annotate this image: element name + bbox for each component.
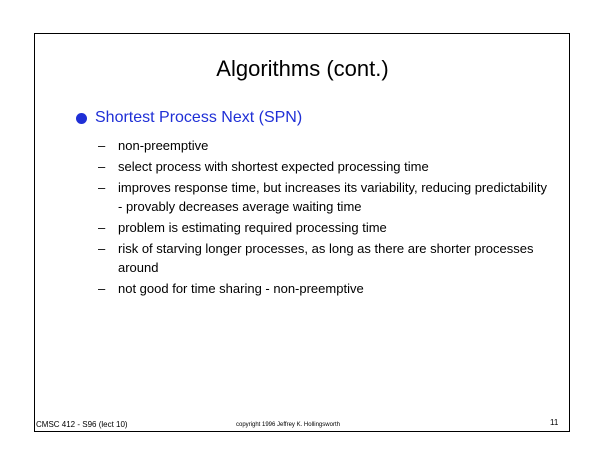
sub-bullet-item xyxy=(98,239,548,277)
sub-bullet-item xyxy=(98,136,548,155)
sub-bullet-item xyxy=(98,279,548,298)
sub-bullet-item xyxy=(98,157,548,176)
dash-icon: – xyxy=(98,159,106,174)
sub-bullet-text: non-preemptive xyxy=(118,138,209,153)
sub-bullet-text: select process with shortest expected processing time xyxy=(118,159,429,174)
footer-copyright: copyright 1996 Jeffrey K. Hollingsworth xyxy=(236,422,340,428)
sub-bullet-text: not good for time sharing - non-preemptive xyxy=(118,281,364,296)
sub-bullet-text: risk of starving longer processes, as long as there are shorter processes around xyxy=(118,241,534,275)
sub-bullet-text: improves response time, but increases its variability, reducing predictability - provably decreases average waiting time xyxy=(118,180,547,214)
footer-course-label: CMSC 412 - S96 (lect 10) xyxy=(36,420,128,429)
dash-icon: – xyxy=(98,138,106,153)
dash-icon: – xyxy=(98,281,106,296)
sub-bullet-item xyxy=(98,218,548,237)
page-number: 11 xyxy=(550,418,559,427)
main-bullet-text: Shortest Process Next (SPN) xyxy=(95,109,303,126)
sub-bullet-text: problem is estimating required processing time xyxy=(118,220,387,235)
slide-title: Algorithms (cont.) xyxy=(216,56,389,81)
main-bullet xyxy=(76,108,302,128)
dash-icon: – xyxy=(98,180,106,195)
bullet-dot-icon xyxy=(76,113,87,124)
dash-icon: – xyxy=(98,220,106,235)
dash-icon: – xyxy=(98,241,106,256)
sub-bullet-list xyxy=(98,136,548,300)
sub-bullet-item xyxy=(98,178,548,216)
